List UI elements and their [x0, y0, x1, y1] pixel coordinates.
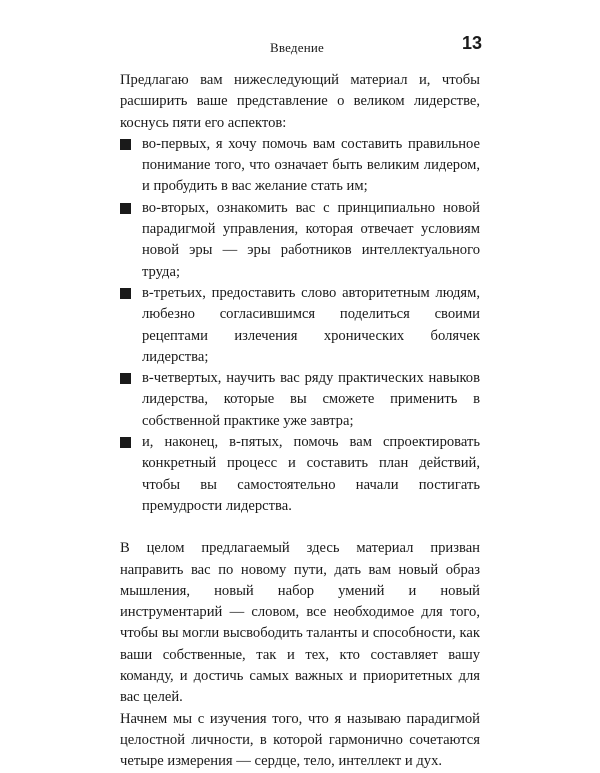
list-item [120, 198, 480, 283]
square-bullet-icon [120, 139, 131, 150]
intro-paragraph: Предлагаю вам нижеследующий материал и, чтобы расширить ваше представление о великом лидерстве, коснусь пяти его аспектов: [120, 72, 480, 131]
list-item-text: во-первых, я хочу помочь вам составить правильное понимание того, что означает быть великим лидером, и пробудить в вас желание стать им; [142, 135, 480, 195]
list-item-text: и, наконец, в-пятых, помочь вам спроектировать конкретный процесс и составить план действий, чтобы вы самостоятельно начали постигать премудрости лидерства. [142, 434, 480, 514]
list-item-text: в-четвертых, научить вас ряду практических навыков лидерства, которые вы сможете применить в собственной практике уже завтра; [142, 370, 480, 429]
list-item [120, 432, 480, 517]
square-bullet-icon [120, 437, 131, 448]
list-item [120, 134, 480, 198]
list-item-text: в-третьих, предоставить слово авторитетным людям, любезно согласившимся поделиться своими рецептами излечения хронических болячек лидерства; [142, 284, 480, 365]
closing-paragraph: Начнем мы с изучения того, что я называю парадигмой целостной личности, в которой гармонично сочетаются четыре измерения — сердце, тело, интеллект и дух. [120, 710, 480, 770]
page-body [120, 70, 480, 773]
list-item [120, 283, 480, 368]
list-item-text: во-вторых, ознакомить вас с принципиально новой парадигмой управления, которая отвечает условиям новой эры — эры работников интеллектуального труда; [142, 199, 480, 280]
aspects-list [120, 134, 480, 517]
list-item [120, 368, 480, 432]
summary-paragraph: В целом предлагаемый здесь материал призван направить вас по новому пути, дать вам новый образ мышления, новый набор умений и новый инструментарий — словом, все необходимое для того, чтобы вы могли высвободить таланты и способности, как ваши собственные, так и тех, кто составляет вашу команду, и достичь самых важных и приоритетных для вас целей. [120, 540, 480, 706]
page-number: 13 [462, 33, 483, 53]
square-bullet-icon [120, 373, 131, 384]
square-bullet-icon [120, 288, 131, 299]
square-bullet-icon [120, 203, 131, 214]
running-title: Введение [270, 40, 324, 55]
paragraph-gap [120, 517, 480, 538]
